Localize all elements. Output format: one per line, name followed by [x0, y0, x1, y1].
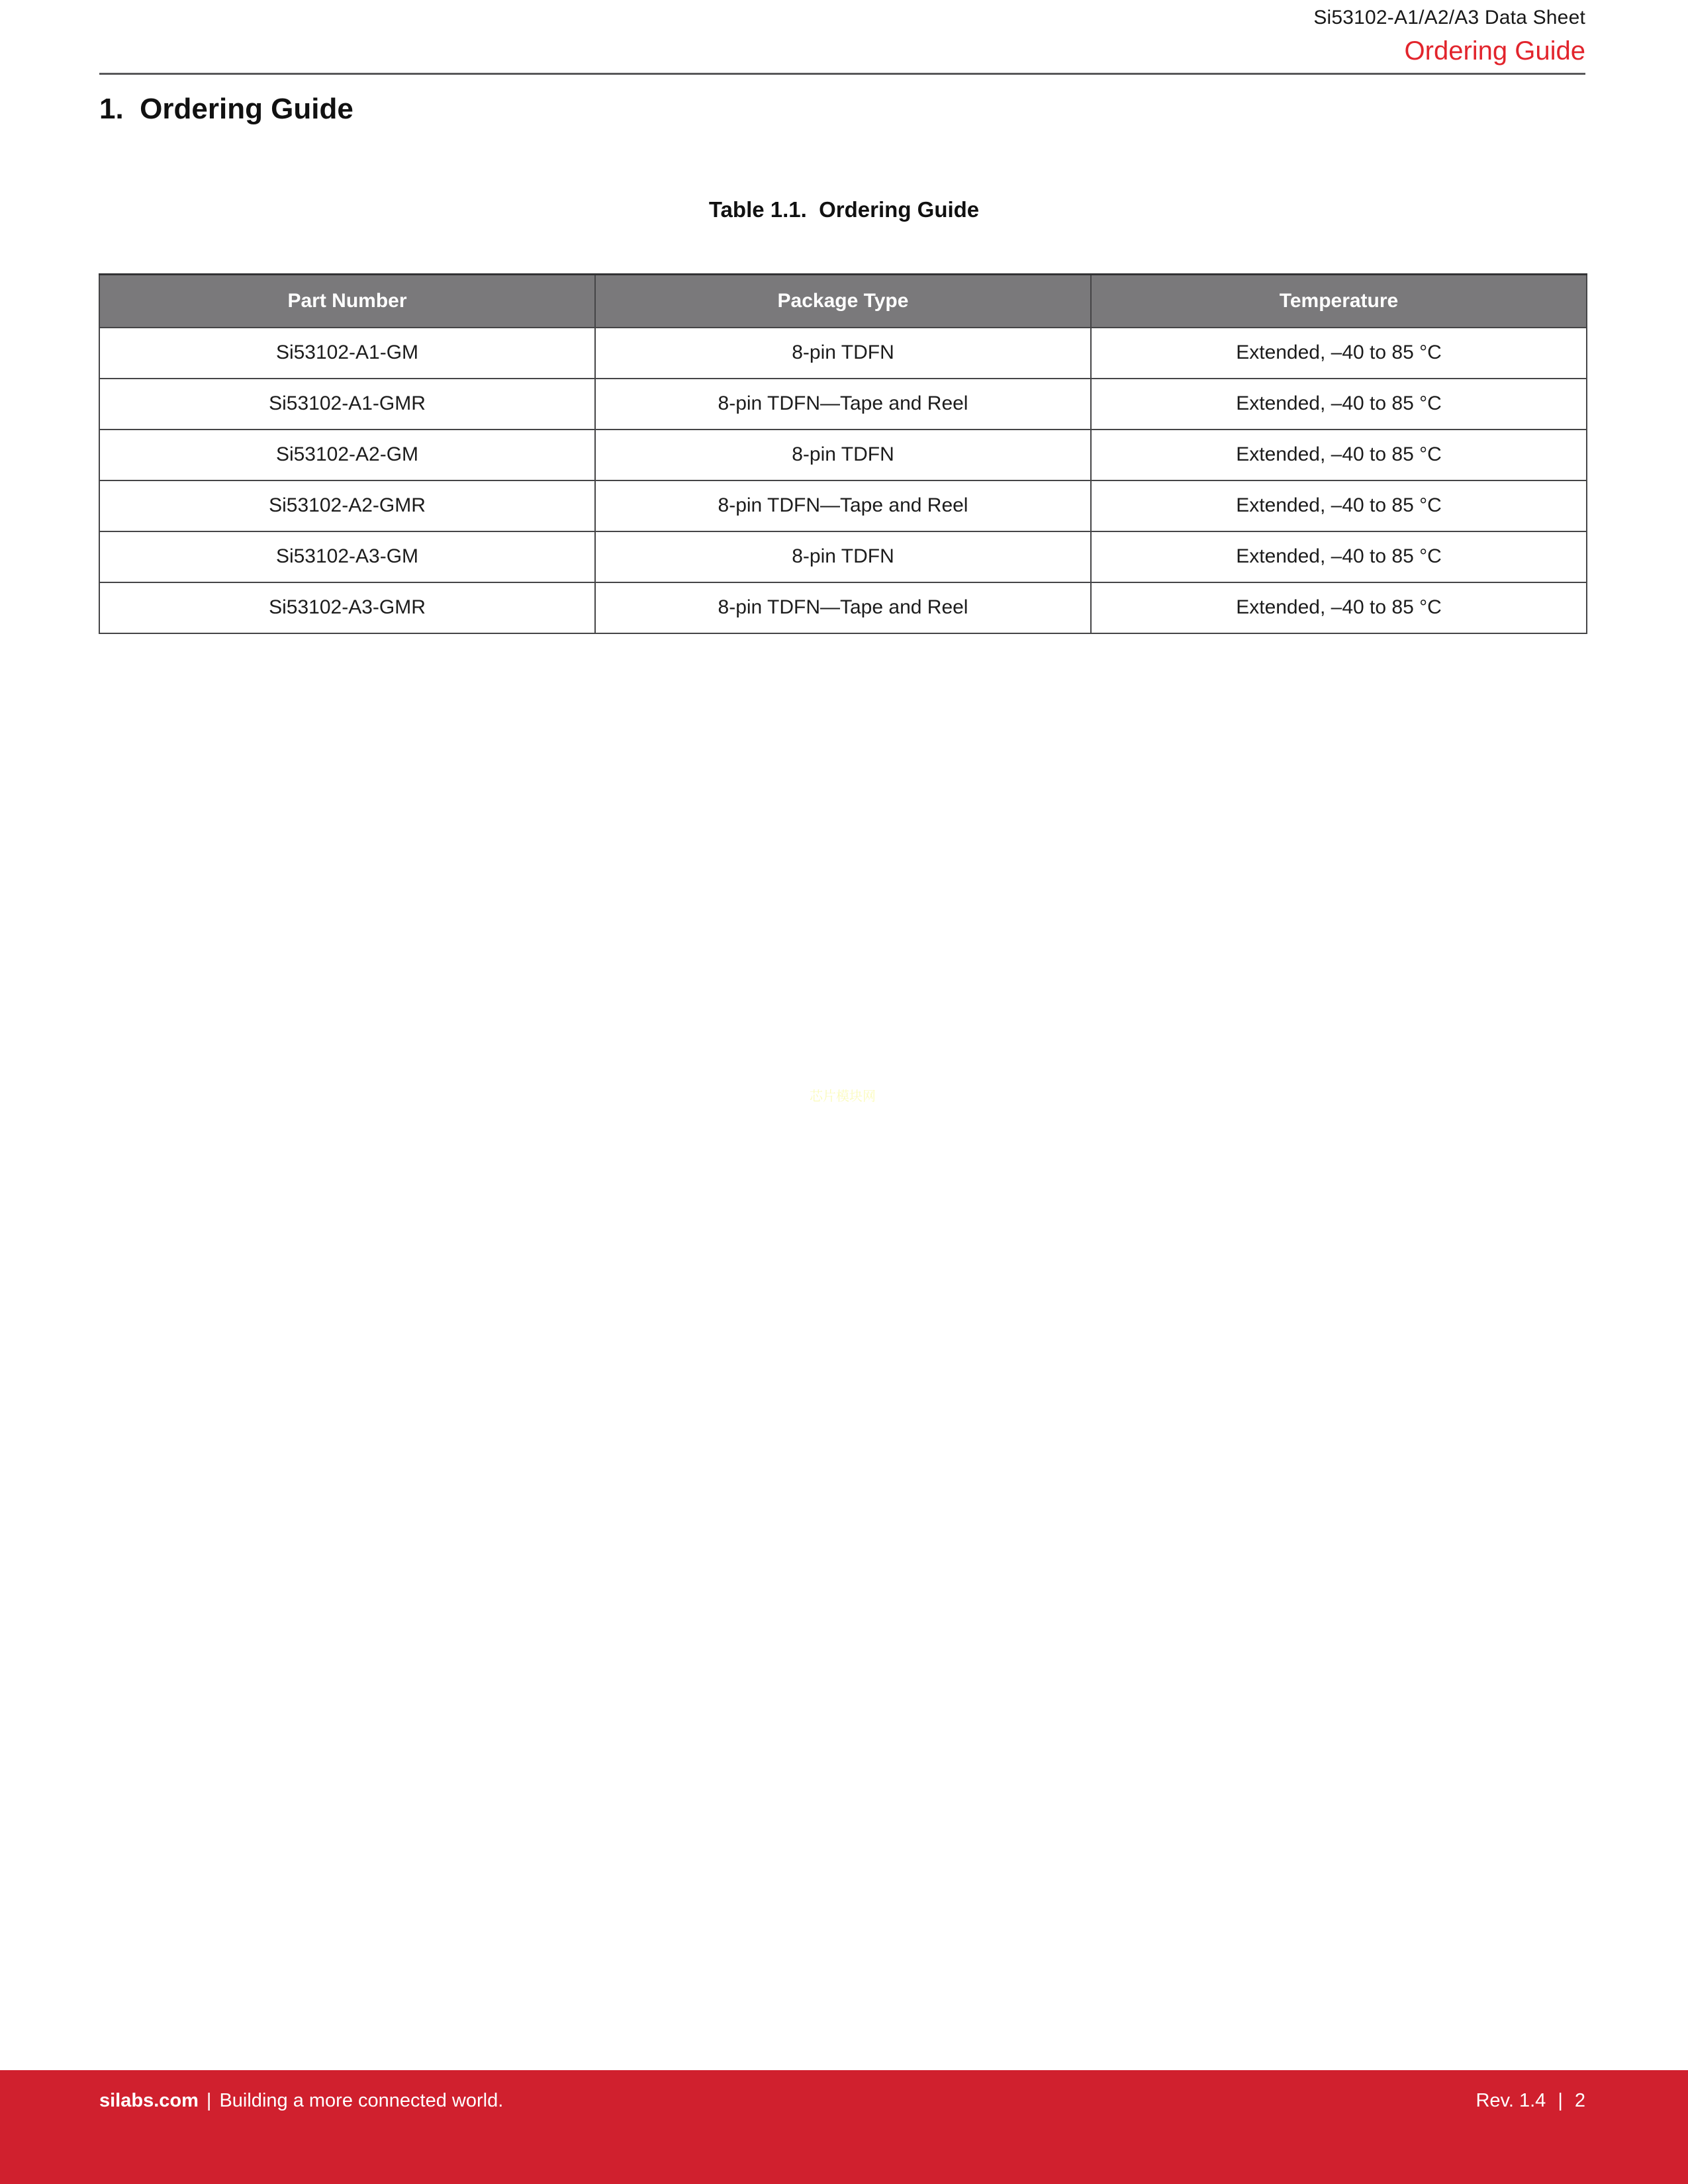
footer-page-number: 2	[1574, 2090, 1585, 2111]
header-divider	[99, 73, 1585, 75]
package-type-cell: 8-pin TDFN	[595, 430, 1091, 480]
doc-title: Si53102-A1/A2/A3 Data Sheet	[1313, 7, 1585, 28]
package-type-cell: 8-pin TDFN	[595, 531, 1091, 582]
page-header	[1313, 5, 1585, 68]
footer-separator: |	[1558, 2090, 1563, 2111]
doc-section-title: Ordering Guide	[1404, 36, 1585, 66]
package-type-cell: 8-pin TDFN	[595, 328, 1091, 379]
package-type-cell: 8-pin TDFN—Tape and Reel	[595, 379, 1091, 430]
footer-left	[99, 2090, 503, 2112]
table-header-row	[99, 275, 1587, 328]
ordering-guide-table	[99, 273, 1587, 634]
column-header-package-type: Package Type	[595, 275, 1091, 328]
section-heading: 1. Ordering Guide	[99, 93, 353, 125]
table-row	[99, 480, 1587, 531]
column-header-temperature: Temperature	[1091, 275, 1587, 328]
package-type-cell: 8-pin TDFN—Tape and Reel	[595, 480, 1091, 531]
part-number-cell: Si53102-A1-GMR	[99, 379, 595, 430]
page-footer	[0, 2070, 1688, 2184]
temperature-cell: Extended, –40 to 85 °C	[1091, 582, 1587, 633]
footer-site-link[interactable]: silabs.com	[99, 2090, 199, 2111]
table-row	[99, 531, 1587, 582]
table-caption: Table 1.1. Ordering Guide	[708, 197, 980, 222]
watermark-text: 芯片模块网	[810, 1089, 876, 1104]
temperature-cell: Extended, –40 to 85 °C	[1091, 328, 1587, 379]
footer-separator: |	[206, 2090, 212, 2111]
part-number-cell: Si53102-A1-GM	[99, 328, 595, 379]
part-number-cell: Si53102-A2-GM	[99, 430, 595, 480]
footer-row	[99, 2090, 1585, 2112]
footer-right	[1476, 2090, 1585, 2112]
table-row	[99, 328, 1587, 379]
table-row	[99, 582, 1587, 633]
temperature-cell: Extended, –40 to 85 °C	[1091, 531, 1587, 582]
part-number-cell: Si53102-A3-GM	[99, 531, 595, 582]
table-row	[99, 379, 1587, 430]
temperature-cell: Extended, –40 to 85 °C	[1091, 480, 1587, 531]
package-type-cell: 8-pin TDFN—Tape and Reel	[595, 582, 1091, 633]
temperature-cell: Extended, –40 to 85 °C	[1091, 430, 1587, 480]
column-header-part-number: Part Number	[99, 275, 595, 328]
footer-tagline: Building a more connected world.	[219, 2090, 504, 2111]
temperature-cell: Extended, –40 to 85 °C	[1091, 379, 1587, 430]
part-number-cell: Si53102-A2-GMR	[99, 480, 595, 531]
part-number-cell: Si53102-A3-GMR	[99, 582, 595, 633]
table-row	[99, 430, 1587, 480]
footer-revision: Rev. 1.4	[1476, 2090, 1546, 2111]
